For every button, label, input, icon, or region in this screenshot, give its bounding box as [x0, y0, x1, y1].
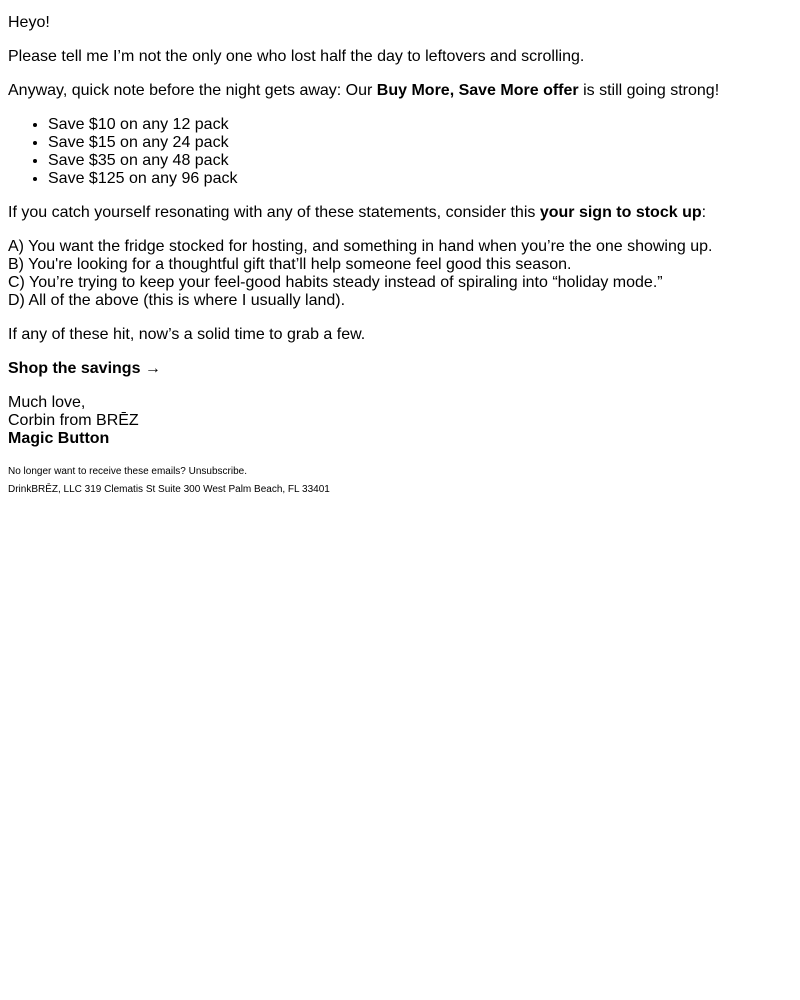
signoff-line: Much love,	[8, 394, 86, 411]
email-body	[0, 0, 800, 496]
offer-item: • Save $10 on any 12 pack	[48, 116, 792, 134]
signoff	[8, 394, 792, 448]
offer-list	[8, 116, 792, 188]
closing-paragraph: If any of these hit, now’s a solid time to grab a few.	[8, 326, 366, 343]
choice-item: A) You want the fridge stocked for hosting, and something in hand when you’re the one showing up.	[8, 238, 713, 255]
company-address: DrinkBRĒZ, LLC 319 Clematis St Suite 300 West Palm Beach, FL 33401	[8, 484, 330, 495]
choice-item: C) You’re trying to keep your feel-good habits steady instead of spiraling into “holiday mode.”	[8, 274, 663, 291]
offer-name: Buy More, Save More offer	[376, 82, 579, 99]
statement-text-before: If you catch yourself resonating with any of these statements, consider this	[8, 204, 540, 221]
choice-list	[8, 238, 792, 310]
offer-item: • Save $125 on any 96 pack	[48, 170, 792, 188]
choice-item: D) All of the above (this is where I usually land).	[8, 292, 346, 309]
cta-paragraph	[8, 360, 792, 378]
offer-text-before: Anyway, quick note before the night gets away: Our	[8, 82, 377, 99]
statement-paragraph	[8, 204, 792, 222]
shop-savings-link[interactable]: Shop the savings →	[8, 360, 161, 377]
email-footer	[8, 466, 792, 496]
statement-text-after: :	[701, 204, 707, 221]
statement-emphasis: your sign to stock up	[539, 204, 702, 221]
offer-paragraph	[8, 82, 792, 100]
offer-item: • Save $15 on any 24 pack	[48, 134, 792, 152]
magic-button-label[interactable]: Magic Button	[8, 430, 110, 447]
unsubscribe-link[interactable]: No longer want to receive these emails? Unsubscribe.	[8, 466, 248, 477]
offer-text-after: is still going strong!	[578, 82, 720, 99]
greeting: Heyo!	[8, 14, 50, 31]
choice-item: B) You're looking for a thoughtful gift that’ll help someone feel good this season.	[8, 256, 572, 273]
intro-paragraph: Please tell me I’m not the only one who lost half the day to leftovers and scrolling.	[8, 48, 585, 65]
sender-name: Corbin from BRĒZ	[8, 412, 139, 429]
offer-item: • Save $35 on any 48 pack	[48, 152, 792, 170]
